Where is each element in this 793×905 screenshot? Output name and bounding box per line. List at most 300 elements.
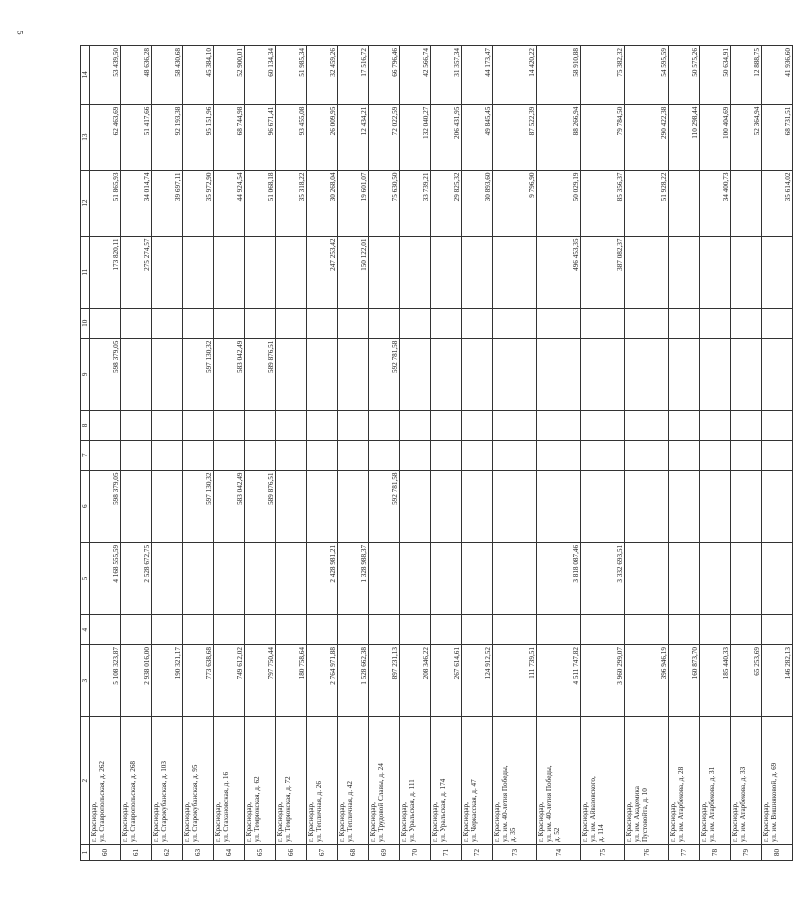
value-cell-c6: 592 781,58 — [369, 470, 400, 542]
value-cell-c8 — [183, 411, 214, 441]
value-cell-c3: 2 764 971,88 — [307, 645, 338, 717]
value-cell-c6 — [700, 470, 731, 542]
value-cell-c12: 19 601,07 — [338, 170, 369, 236]
table-row — [214, 46, 245, 861]
value-cell-c6: 583 042,49 — [214, 470, 245, 542]
address-line: ул. Ставропольская, д. 268 — [129, 760, 137, 843]
value-cell-c14: 53 439,50 — [90, 46, 121, 105]
value-cell-c5 — [245, 542, 276, 614]
address-line: ул. им. 40-летия Победы, — [545, 765, 553, 843]
value-cell-c14: 48 636,28 — [121, 46, 152, 105]
value-cell-c13: 52 364,94 — [731, 104, 762, 170]
value-cell-c7 — [214, 440, 245, 470]
value-cell-c7 — [276, 440, 307, 470]
value-cell-c3: 797 750,44 — [245, 645, 276, 717]
address-line: ул. Трудовой Славы, д. 24 — [377, 763, 385, 843]
value-cell-c3: 185 440,33 — [700, 645, 731, 717]
value-cell-c7 — [307, 440, 338, 470]
address-line: г. Краснодар, — [307, 802, 315, 843]
value-cell-c3: 1 528 662,38 — [338, 645, 369, 717]
address-line: ул. Старокубанская, д. 103 — [160, 761, 168, 843]
address-line: г. Краснодар, — [493, 802, 501, 843]
column-header: 6 — [81, 470, 90, 542]
value-cell-c7 — [537, 440, 581, 470]
row-number: 70 — [400, 845, 431, 861]
table-row — [152, 46, 183, 861]
address-line: г. Краснодар, — [762, 802, 770, 843]
address-line: г. Краснодар, — [338, 802, 346, 843]
value-cell-c8 — [731, 411, 762, 441]
table-row — [669, 46, 700, 861]
address-cell — [400, 717, 431, 845]
column-header: 13 — [81, 104, 90, 170]
value-cell-c11 — [152, 236, 183, 308]
value-cell-c5 — [276, 542, 307, 614]
value-cell-c14: 58 910,88 — [537, 46, 581, 105]
value-cell-c12: 44 924,54 — [214, 170, 245, 236]
value-cell-c5 — [731, 542, 762, 614]
value-cell-c14: 44 173,47 — [462, 46, 493, 105]
row-number: 67 — [307, 845, 338, 861]
value-cell-c12: 35 972,90 — [183, 170, 214, 236]
value-cell-c10 — [400, 308, 431, 338]
value-cell-c14: 52 900,01 — [214, 46, 245, 105]
value-cell-c10 — [462, 308, 493, 338]
value-cell-c9 — [338, 338, 369, 410]
row-number: 78 — [700, 845, 731, 861]
value-cell-c8 — [214, 411, 245, 441]
value-cell-c7 — [625, 440, 669, 470]
value-cell-c11 — [369, 236, 400, 308]
value-cell-c12: 35 614,02 — [762, 170, 793, 236]
value-cell-c4 — [669, 615, 700, 645]
value-cell-c14: 50 634,91 — [700, 46, 731, 105]
value-cell-c10 — [214, 308, 245, 338]
address-line: ул. им. Айвазовского, — [589, 776, 597, 843]
address-cell — [276, 717, 307, 845]
address-line: г. Краснодар, — [731, 802, 739, 843]
column-header: 7 — [81, 440, 90, 470]
value-cell-c8 — [700, 411, 731, 441]
value-cell-c11: 247 253,42 — [307, 236, 338, 308]
value-cell-c8 — [462, 411, 493, 441]
value-cell-c8 — [400, 411, 431, 441]
value-cell-c11: 173 820,11 — [90, 236, 121, 308]
value-cell-c5: 2 428 981,21 — [307, 542, 338, 614]
value-cell-c14: 54 595,59 — [625, 46, 669, 105]
value-cell-c8 — [90, 411, 121, 441]
column-number-header — [81, 46, 90, 861]
value-cell-c3: 190 321,17 — [152, 645, 183, 717]
row-number: 64 — [214, 845, 245, 861]
value-cell-c5 — [700, 542, 731, 614]
address-line: г. Краснодар, — [121, 802, 129, 843]
table-row — [245, 46, 276, 861]
table-body — [90, 46, 793, 861]
value-cell-c12: 33 739,21 — [400, 170, 431, 236]
value-cell-c3: 111 739,51 — [493, 645, 537, 717]
value-cell-c12: 50 029,19 — [537, 170, 581, 236]
value-cell-c5 — [214, 542, 245, 614]
value-cell-c8 — [245, 411, 276, 441]
value-cell-c9 — [462, 338, 493, 410]
value-cell-c5 — [183, 542, 214, 614]
value-cell-c6 — [152, 470, 183, 542]
address-cell — [462, 717, 493, 845]
value-cell-c4 — [625, 615, 669, 645]
table-row — [581, 46, 625, 861]
value-cell-c3: 4 511 747,82 — [537, 645, 581, 717]
value-cell-c3: 180 758,64 — [276, 645, 307, 717]
value-cell-c4 — [338, 615, 369, 645]
value-cell-c11 — [245, 236, 276, 308]
value-cell-c5: 1 328 988,37 — [338, 542, 369, 614]
table-row — [462, 46, 493, 861]
address-line: г. Краснодар, — [700, 802, 708, 843]
value-cell-c4 — [369, 615, 400, 645]
address-line: ул. Старокубанская, д. 95 — [191, 764, 199, 843]
value-cell-c3: 773 638,68 — [183, 645, 214, 717]
value-cell-c6 — [625, 470, 669, 542]
value-cell-c12: 35 318,22 — [276, 170, 307, 236]
value-cell-c13: 290 422,38 — [625, 104, 669, 170]
value-cell-c6 — [581, 470, 625, 542]
value-cell-c9 — [307, 338, 338, 410]
table-row — [307, 46, 338, 861]
value-cell-c10 — [183, 308, 214, 338]
value-cell-c14: 12 888,75 — [731, 46, 762, 105]
value-cell-c6 — [493, 470, 537, 542]
row-number: 65 — [245, 845, 276, 861]
address-cell — [762, 717, 793, 845]
value-cell-c11 — [400, 236, 431, 308]
value-cell-c6 — [669, 470, 700, 542]
row-number: 73 — [493, 845, 537, 861]
row-number: 80 — [762, 845, 793, 861]
value-cell-c8 — [307, 411, 338, 441]
value-cell-c8 — [276, 411, 307, 441]
value-cell-c4 — [214, 615, 245, 645]
value-cell-c9 — [152, 338, 183, 410]
value-cell-c9 — [400, 338, 431, 410]
value-cell-c14: 75 382,32 — [581, 46, 625, 105]
value-cell-c14: 60 134,34 — [245, 46, 276, 105]
value-cell-c12 — [731, 170, 762, 236]
value-cell-c5 — [462, 542, 493, 614]
value-cell-c4 — [400, 615, 431, 645]
address-line: ул. им. Атарбекова, д. 31 — [708, 766, 716, 843]
table-row — [90, 46, 121, 861]
value-cell-c11: 496 453,35 — [537, 236, 581, 308]
value-cell-c12 — [669, 170, 700, 236]
address-cell — [152, 717, 183, 845]
value-cell-c12: 30 268,04 — [307, 170, 338, 236]
address-line: г. Краснодар, — [537, 802, 545, 843]
value-cell-c10 — [731, 308, 762, 338]
row-number: 74 — [537, 845, 581, 861]
address-cell — [493, 717, 537, 845]
address-cell — [338, 717, 369, 845]
value-cell-c11: 275 274,57 — [121, 236, 152, 308]
value-cell-c4 — [276, 615, 307, 645]
address-line: ул. им. Академика — [633, 786, 641, 843]
value-cell-c7 — [369, 440, 400, 470]
row-number: 62 — [152, 845, 183, 861]
value-cell-c11 — [762, 236, 793, 308]
value-cell-c14: 14 420,22 — [493, 46, 537, 105]
value-cell-c13: 79 784,50 — [581, 104, 625, 170]
address-line: г. Краснодар, — [183, 802, 191, 843]
address-cell — [90, 717, 121, 845]
value-cell-c6 — [731, 470, 762, 542]
value-cell-c12: 30 893,60 — [462, 170, 493, 236]
address-cell — [121, 717, 152, 845]
value-cell-c6: 598 379,05 — [90, 470, 121, 542]
address-cell — [183, 717, 214, 845]
value-cell-c11 — [700, 236, 731, 308]
value-cell-c13: 206 431,95 — [431, 104, 462, 170]
page-number: 5 — [15, 30, 25, 35]
value-cell-c9 — [581, 338, 625, 410]
address-cell — [625, 717, 669, 845]
value-cell-c6: 597 130,32 — [183, 470, 214, 542]
value-cell-c9: 589 876,51 — [245, 338, 276, 410]
value-cell-c3: 749 612,02 — [214, 645, 245, 717]
table-row — [431, 46, 462, 861]
table-row — [183, 46, 214, 861]
value-cell-c5 — [762, 542, 793, 614]
value-cell-c9 — [493, 338, 537, 410]
value-cell-c14: 31 357,34 — [431, 46, 462, 105]
value-cell-c3: 897 231,13 — [369, 645, 400, 717]
value-cell-c3: 208 346,22 — [400, 645, 431, 717]
value-cell-c12: 29 825,32 — [431, 170, 462, 236]
value-cell-c10 — [431, 308, 462, 338]
value-cell-c13: 95 151,96 — [183, 104, 214, 170]
value-cell-c7 — [245, 440, 276, 470]
value-cell-c12: 51 068,18 — [245, 170, 276, 236]
row-number: 75 — [581, 845, 625, 861]
value-cell-c11 — [431, 236, 462, 308]
value-cell-c6 — [762, 470, 793, 542]
value-cell-c5: 4 168 555,59 — [90, 542, 121, 614]
table-row — [537, 46, 581, 861]
value-cell-c13: 26 009,95 — [307, 104, 338, 170]
address-line: г. Краснодар, — [669, 802, 677, 843]
table-row — [369, 46, 400, 861]
value-cell-c13: 68 731,51 — [762, 104, 793, 170]
value-cell-c14: 45 384,10 — [183, 46, 214, 105]
table-row — [121, 46, 152, 861]
value-cell-c10 — [121, 308, 152, 338]
table-row — [625, 46, 669, 861]
value-cell-c14: 50 575,26 — [669, 46, 700, 105]
value-cell-c12: 9 796,90 — [493, 170, 537, 236]
value-cell-c13: 92 193,38 — [152, 104, 183, 170]
table-row — [700, 46, 731, 861]
value-cell-c11 — [462, 236, 493, 308]
value-cell-c11 — [276, 236, 307, 308]
value-cell-c9: 597 130,32 — [183, 338, 214, 410]
value-cell-c5 — [431, 542, 462, 614]
value-cell-c11 — [214, 236, 245, 308]
value-cell-c9 — [276, 338, 307, 410]
address-line: ул. им. Атарбекова, д. 33 — [739, 766, 747, 843]
value-cell-c8 — [493, 411, 537, 441]
value-cell-c14: 51 985,34 — [276, 46, 307, 105]
address-line: д. 114 — [597, 824, 605, 843]
value-cell-c14: 42 566,74 — [400, 46, 431, 105]
address-cell — [731, 717, 762, 845]
value-cell-c4 — [731, 615, 762, 645]
value-cell-c13: 62 463,69 — [90, 104, 121, 170]
address-cell — [245, 717, 276, 845]
value-cell-c14: 66 796,46 — [369, 46, 400, 105]
value-cell-c11 — [493, 236, 537, 308]
value-cell-c4 — [431, 615, 462, 645]
value-cell-c4 — [762, 615, 793, 645]
value-cell-c13: 49 845,45 — [462, 104, 493, 170]
value-cell-c9: 598 379,05 — [90, 338, 121, 410]
value-cell-c5 — [669, 542, 700, 614]
value-cell-c13: 68 744,98 — [214, 104, 245, 170]
value-cell-c12: 51 928,22 — [625, 170, 669, 236]
value-cell-c5 — [493, 542, 537, 614]
row-number: 71 — [431, 845, 462, 861]
value-cell-c13: 93 455,08 — [276, 104, 307, 170]
value-cell-c10 — [245, 308, 276, 338]
value-cell-c4 — [462, 615, 493, 645]
value-cell-c4 — [700, 615, 731, 645]
value-cell-c8 — [537, 411, 581, 441]
address-line: д. 52 — [553, 827, 561, 843]
value-cell-c8 — [581, 411, 625, 441]
value-cell-c7 — [431, 440, 462, 470]
value-cell-c11: 387 082,37 — [581, 236, 625, 308]
value-cell-c12: 34 400,73 — [700, 170, 731, 236]
value-cell-c11 — [183, 236, 214, 308]
value-cell-c6 — [307, 470, 338, 542]
address-line: ул. Уральская, д. 174 — [439, 778, 447, 843]
column-header: 8 — [81, 411, 90, 441]
address-cell — [700, 717, 731, 845]
address-line: г. Краснодар, — [581, 802, 589, 843]
address-cell — [669, 717, 700, 845]
row-number: 61 — [121, 845, 152, 861]
value-cell-c13: 88 266,94 — [537, 104, 581, 170]
rotated-table-frame — [80, 45, 792, 861]
value-cell-c3: 160 873,70 — [669, 645, 700, 717]
value-cell-c8 — [121, 411, 152, 441]
address-cell — [581, 717, 625, 845]
value-cell-c14: 58 430,68 — [152, 46, 183, 105]
address-line: ул. им. Вишняковой, д. 69 — [770, 762, 778, 843]
value-cell-c3: 65 253,69 — [731, 645, 762, 717]
table-row — [731, 46, 762, 861]
value-cell-c5: 3 332 693,51 — [581, 542, 625, 614]
value-cell-c10 — [338, 308, 369, 338]
address-line: ул. Ставропольская, д. 262 — [98, 760, 106, 843]
value-cell-c7 — [581, 440, 625, 470]
row-number: 68 — [338, 845, 369, 861]
row-number: 72 — [462, 845, 493, 861]
address-line: Пустовойта, д. 10 — [641, 788, 649, 843]
value-cell-c6 — [462, 470, 493, 542]
value-cell-c3: 124 912,52 — [462, 645, 493, 717]
value-cell-c3: 396 946,19 — [625, 645, 669, 717]
value-cell-c7 — [762, 440, 793, 470]
address-line: ул. Тепличная, д. 26 — [315, 781, 323, 843]
value-cell-c8 — [431, 411, 462, 441]
value-cell-c10 — [493, 308, 537, 338]
value-cell-c8 — [669, 411, 700, 441]
value-cell-c4 — [537, 615, 581, 645]
value-cell-c10 — [369, 308, 400, 338]
value-cell-c4 — [581, 615, 625, 645]
value-cell-c7 — [183, 440, 214, 470]
address-line: г. Краснодар, — [152, 802, 160, 843]
address-line: ул. Уральская, д. 111 — [408, 779, 416, 843]
row-number: 69 — [369, 845, 400, 861]
row-number: 77 — [669, 845, 700, 861]
value-cell-c6 — [537, 470, 581, 542]
value-cell-c13: 96 671,41 — [245, 104, 276, 170]
value-cell-c14: 41 936,60 — [762, 46, 793, 105]
address-line: г. Краснодар, — [431, 802, 439, 843]
value-cell-c13: 110 298,44 — [669, 104, 700, 170]
value-cell-c13: 100 404,69 — [700, 104, 731, 170]
value-cell-c5 — [625, 542, 669, 614]
value-cell-c3: 2 938 016,00 — [121, 645, 152, 717]
column-header: 5 — [81, 542, 90, 614]
value-cell-c11 — [669, 236, 700, 308]
value-cell-c3: 146 282,13 — [762, 645, 793, 717]
table-row — [400, 46, 431, 861]
value-cell-c7 — [700, 440, 731, 470]
value-cell-c6: 589 876,51 — [245, 470, 276, 542]
value-cell-c8 — [152, 411, 183, 441]
value-cell-c4 — [152, 615, 183, 645]
row-number: 63 — [183, 845, 214, 861]
value-cell-c5 — [369, 542, 400, 614]
value-cell-c10 — [762, 308, 793, 338]
address-cell — [307, 717, 338, 845]
table-container — [80, 45, 792, 861]
value-cell-c7 — [462, 440, 493, 470]
value-cell-c10 — [669, 308, 700, 338]
value-cell-c13: 51 417,66 — [121, 104, 152, 170]
value-cell-c9 — [537, 338, 581, 410]
address-line: г. Краснодар, — [245, 802, 253, 843]
address-cell — [537, 717, 581, 845]
row-number: 60 — [90, 845, 121, 861]
value-cell-c7 — [493, 440, 537, 470]
value-cell-c13: 12 434,21 — [338, 104, 369, 170]
column-header: 9 — [81, 338, 90, 410]
value-cell-c12: 34 014,74 — [121, 170, 152, 236]
value-cell-c5: 2 528 672,75 — [121, 542, 152, 614]
address-line: ул. Черкасская, д. 47 — [470, 779, 478, 843]
value-cell-c3: 3 960 299,07 — [581, 645, 625, 717]
value-cell-c4 — [183, 615, 214, 645]
value-cell-c7 — [90, 440, 121, 470]
address-line: г. Краснодар, — [90, 802, 98, 843]
address-line: г. Краснодар, — [625, 802, 633, 843]
column-header: 3 — [81, 645, 90, 717]
value-cell-c10 — [625, 308, 669, 338]
value-cell-c4 — [307, 615, 338, 645]
value-cell-c10 — [537, 308, 581, 338]
